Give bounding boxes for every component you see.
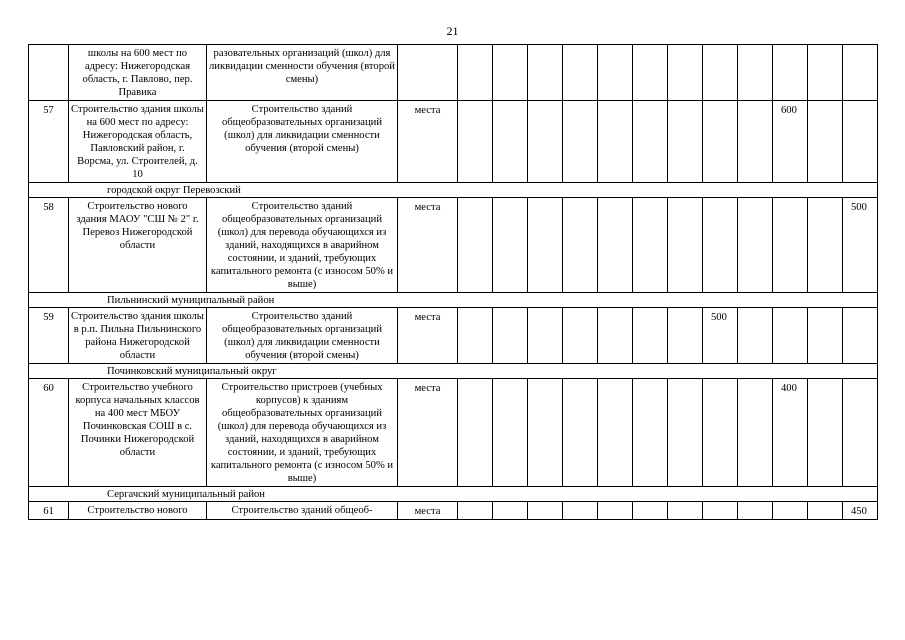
value-cell: [598, 101, 633, 183]
purpose-cell: Строительство зданий общеоб-: [207, 502, 398, 520]
value-cell: [668, 198, 703, 293]
value-cell: [633, 101, 668, 183]
value-cell: [843, 379, 878, 487]
value-cell: [773, 45, 808, 101]
value-cell: [633, 45, 668, 101]
value-cell: [528, 502, 563, 520]
value-cell: 500: [843, 198, 878, 293]
table-row: [29, 502, 878, 520]
value-cell: [493, 101, 528, 183]
value-cell: [703, 45, 738, 101]
object-name-cell: Строительство здания школы в р.п. Пильна Пильнинского района Нижегородской области: [69, 308, 207, 364]
purpose-cell: Строительство пристроев (учебных корпусов) к зданиям общеобразовательных организаций (школ) для перевода обучающихся из зданий, находящихся в аварийном состоянии, и зданий, требующих капитального ремонта (с износом 50% и выше): [207, 379, 398, 487]
object-name-cell: Строительство нового: [69, 502, 207, 520]
value-cell: [738, 45, 773, 101]
value-cell: [598, 308, 633, 364]
value-cell: [563, 308, 598, 364]
value-cell: [808, 308, 843, 364]
table-row: [29, 45, 878, 101]
unit-cell: места: [398, 379, 458, 487]
section-cell: [29, 293, 878, 308]
purpose-cell: Строительство зданий общеобразовательных организаций (школ) для ликвидации сменности обучения (второй смены): [207, 308, 398, 364]
value-cell: [808, 502, 843, 520]
value-cell: [493, 502, 528, 520]
value-cell: [458, 101, 493, 183]
page-number: 21: [446, 24, 459, 38]
section-row: [29, 293, 878, 308]
table-body: [29, 45, 878, 520]
value-cell: [633, 308, 668, 364]
row-number-cell: 58: [29, 198, 69, 293]
section-row: [29, 364, 878, 379]
value-cell: [738, 379, 773, 487]
section-title: Пильнинский муниципальный район: [107, 295, 275, 306]
value-cell: [773, 198, 808, 293]
value-cell: [563, 502, 598, 520]
value-cell: [458, 379, 493, 487]
value-cell: [563, 379, 598, 487]
value-cell: [598, 45, 633, 101]
object-name-cell: Строительство учебного корпуса начальных классов на 400 мест МБОУ Починковская СОШ в с. Починки Нижегородской области: [69, 379, 207, 487]
value-cell: 450: [843, 502, 878, 520]
value-cell: [738, 101, 773, 183]
value-cell: [738, 308, 773, 364]
section-cell: [29, 183, 878, 198]
value-cell: [458, 308, 493, 364]
table-row: [29, 101, 878, 183]
value-cell: [458, 502, 493, 520]
value-cell: [633, 502, 668, 520]
value-cell: [458, 198, 493, 293]
row-number-cell: 61: [29, 502, 69, 520]
unit-cell: места: [398, 101, 458, 183]
value-cell: [563, 101, 598, 183]
value-cell: [668, 308, 703, 364]
section-cell: [29, 487, 878, 502]
value-cell: [738, 502, 773, 520]
value-cell: 400: [773, 379, 808, 487]
value-cell: [703, 101, 738, 183]
value-cell: [563, 198, 598, 293]
unit-cell: места: [398, 198, 458, 293]
value-cell: [493, 308, 528, 364]
section-title: городской округ Перевозский: [107, 185, 241, 196]
section-cell: [29, 364, 878, 379]
row-number-cell: [29, 45, 69, 101]
value-cell: [493, 45, 528, 101]
table-row: [29, 308, 878, 364]
value-cell: [773, 308, 808, 364]
unit-cell: места: [398, 502, 458, 520]
value-cell: [703, 198, 738, 293]
value-cell: [598, 198, 633, 293]
value-cell: [773, 502, 808, 520]
value-cell: [808, 45, 843, 101]
value-cell: [843, 101, 878, 183]
value-cell: [668, 502, 703, 520]
schools-construction-table: [28, 44, 878, 520]
value-cell: [633, 379, 668, 487]
value-cell: [668, 45, 703, 101]
value-cell: [668, 379, 703, 487]
purpose-cell: Строительство зданий общеобразовательных организаций (школ) для перевода обучающихся из зданий, находящихся в аварийном состоянии, и зданий, требующих капитального ремонта (с износом 50% и выше): [207, 198, 398, 293]
value-cell: [808, 198, 843, 293]
value-cell: [703, 502, 738, 520]
section-title: Сергачский муниципальный район: [107, 489, 265, 500]
row-number-cell: 59: [29, 308, 69, 364]
value-cell: [598, 379, 633, 487]
value-cell: [528, 45, 563, 101]
table-row: [29, 198, 878, 293]
value-cell: [528, 379, 563, 487]
value-cell: 500: [703, 308, 738, 364]
section-title: Починковский муниципальный округ: [107, 366, 277, 377]
purpose-cell: разовательных организаций (школ) для ликвидации сменности обучения (второй смены): [207, 45, 398, 101]
purpose-cell: Строительство зданий общеобразовательных организаций (школ) для ликвидации сменности обучения (второй смены): [207, 101, 398, 183]
row-number-cell: 57: [29, 101, 69, 183]
section-row: [29, 487, 878, 502]
value-cell: [633, 198, 668, 293]
object-name-cell: школы на 600 мест по адресу: Нижегородская область, г. Павлово, пер. Правика: [69, 45, 207, 101]
value-cell: [458, 45, 493, 101]
value-cell: 600: [773, 101, 808, 183]
value-cell: [808, 379, 843, 487]
value-cell: [528, 101, 563, 183]
value-cell: [668, 101, 703, 183]
object-name-cell: Строительство нового здания МАОУ "СШ № 2" г. Перевоз Нижегородской области: [69, 198, 207, 293]
value-cell: [703, 379, 738, 487]
value-cell: [738, 198, 773, 293]
table-row: [29, 379, 878, 487]
unit-cell: места: [398, 308, 458, 364]
value-cell: [563, 45, 598, 101]
value-cell: [493, 198, 528, 293]
value-cell: [598, 502, 633, 520]
value-cell: [493, 379, 528, 487]
value-cell: [528, 198, 563, 293]
value-cell: [843, 308, 878, 364]
object-name-cell: Строительство здания школы на 600 мест по адресу: Нижегородская область, Павловский район, г. Ворсма, ул. Строителей, д. 10: [69, 101, 207, 183]
row-number-cell: 60: [29, 379, 69, 487]
unit-cell: [398, 45, 458, 101]
value-cell: [808, 101, 843, 183]
section-row: [29, 183, 878, 198]
value-cell: [528, 308, 563, 364]
value-cell: [843, 45, 878, 101]
